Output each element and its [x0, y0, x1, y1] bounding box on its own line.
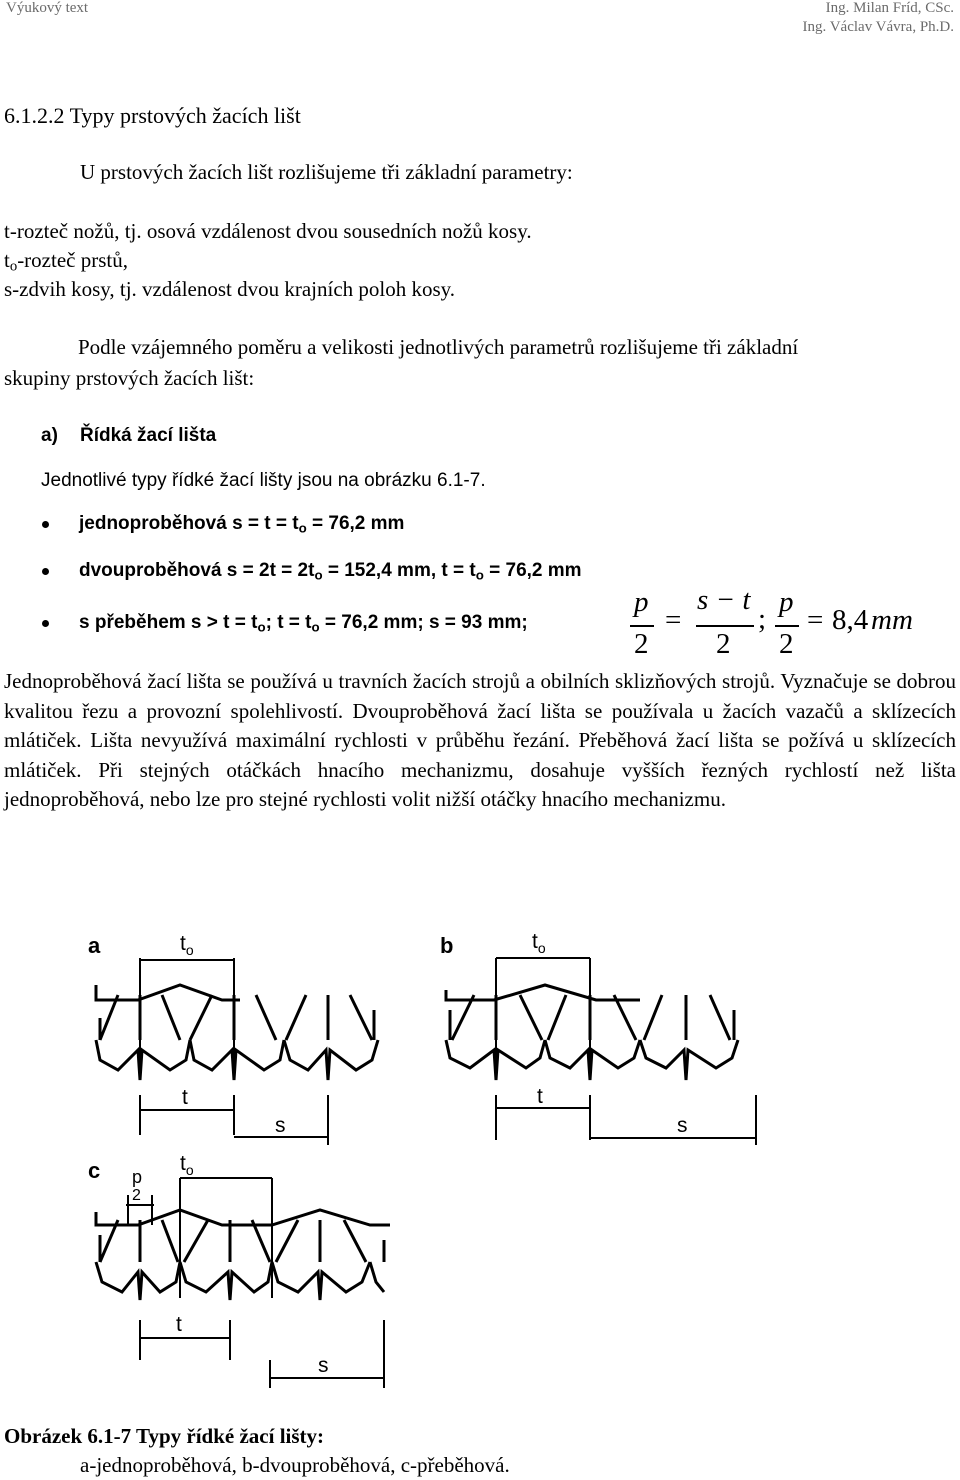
- figure-caption-title: Obrázek 6.1-7 Typy řídké žací lišty:: [4, 1424, 325, 1448]
- panel-letter: a: [88, 933, 101, 958]
- dim-p-half-bottom: 2: [132, 1187, 141, 1204]
- bullet-overrun: s přeběhem $s > t = t_o$; $t = t_o = 76,2$ mm; s = 93 mm;: [79, 612, 528, 635]
- dim-t-label: t: [182, 1086, 188, 1109]
- groups-paragraph-line1: Podle vzájemného poměru a velikosti jednotlivých parametrů rozlišujeme tři základní: [78, 335, 799, 359]
- formula-equals: =: [665, 604, 682, 636]
- figure-panel-b: [440, 930, 756, 1145]
- section-title: 6.1.2.2 Typy prstových žacích lišt: [4, 103, 301, 128]
- description-paragraph: Jednoproběhová žací lišta se používá u travních žacích strojů a obilních sklizňových strojů. Vyznačuje se dobrou kvalitou řezu a provozní spolehlivostí. Dvouproběhová žací lišta se používala u žacích vazačů a sklízecích mlátiček. Lišta nevyužívá maximální rychlosti v průběhu řezání. Přeběhová žací lišta se požívá u sklízecích mlátiček. Při stejných otáčkách hnacího mechanizmu, dosahuje vyšších řezných rychlostí než lišta jednoproběhová, nebo lze pro stejné rychlosti volit nižší otáčky hnacího mechanizmu.: [4, 669, 956, 812]
- formula-s-minus-t: s − t: [697, 584, 751, 616]
- dim-s-label: s: [677, 1114, 688, 1137]
- param-s: s-zdvih kosy, tj. vzdálenost dvou krajních poloh kosy.: [4, 277, 456, 301]
- header-author-1: Ing. Milan Fríd, CSc.: [825, 0, 954, 16]
- figure-panel-c: [88, 1152, 390, 1388]
- types-intro: Jednotlivé typy řídké žací lišty jsou na obrázku 6.1-7.: [41, 470, 486, 491]
- formula-two: 2: [634, 628, 649, 660]
- formula-two: 2: [716, 628, 731, 660]
- fraction-bar: [630, 625, 654, 627]
- fraction-bar: [696, 625, 754, 627]
- panel-letter: b: [440, 933, 454, 958]
- groups-paragraph-line2: skupiny prstových žacích lišt:: [4, 366, 255, 390]
- figure-cutter-bar-types: [0, 890, 960, 1400]
- dim-to-label: $t_o$: [532, 930, 546, 956]
- param-to: $t_o$-rozteč prstů,: [4, 248, 128, 275]
- dim-s-label: s: [318, 1354, 329, 1377]
- dim-p-half-top: p: [132, 1167, 143, 1187]
- bullet-single-pass: jednoproběhová $s = t = t_o = 76,2$ mm: [79, 513, 405, 536]
- intro-text: U prstových žacích lišt rozlišujeme tři základní parametry:: [80, 160, 573, 184]
- dim-to-label: $t_o$: [180, 1152, 194, 1178]
- dim-to-label: $t_o$: [180, 932, 194, 958]
- formula-semicolon: ;: [758, 603, 767, 635]
- dim-t-label: t: [537, 1085, 543, 1108]
- bullet-dot: [42, 620, 49, 627]
- formula-p1: p: [634, 586, 649, 618]
- bullet-dot: [42, 568, 49, 575]
- bullet-dot: [42, 521, 49, 528]
- fraction-bar: [775, 625, 799, 627]
- panel-letter: c: [88, 1158, 101, 1183]
- formula-two: 2: [779, 628, 794, 660]
- figure-caption-subtitle: a-jednoproběhová, b-dvouproběhová, c-přeběhová.: [80, 1453, 510, 1477]
- param-t: t-rozteč nožů, tj. osová vzdálenost dvou sousedních nožů kosy.: [4, 219, 532, 243]
- header-left: Výukový text: [6, 0, 89, 16]
- subsection-title: Řídká žací lišta: [80, 425, 217, 446]
- formula-value: 8,4: [832, 604, 869, 636]
- figure-panel-a: [88, 932, 378, 1145]
- subsection-marker: a): [41, 425, 58, 446]
- formula-equals: =: [807, 604, 824, 636]
- formula-p2: p: [779, 586, 794, 618]
- dim-s-label: s: [275, 1114, 286, 1137]
- dim-t-label: t: [176, 1313, 182, 1336]
- bullet-double-pass: dvouproběhová $s = 2t = 2t_o = 152,4$ mm, $t = t_o = 76,2$ mm: [79, 560, 582, 583]
- formula-unit: mm: [871, 604, 913, 636]
- header-author-2: Ing. Václav Vávra, Ph.D.: [802, 19, 954, 35]
